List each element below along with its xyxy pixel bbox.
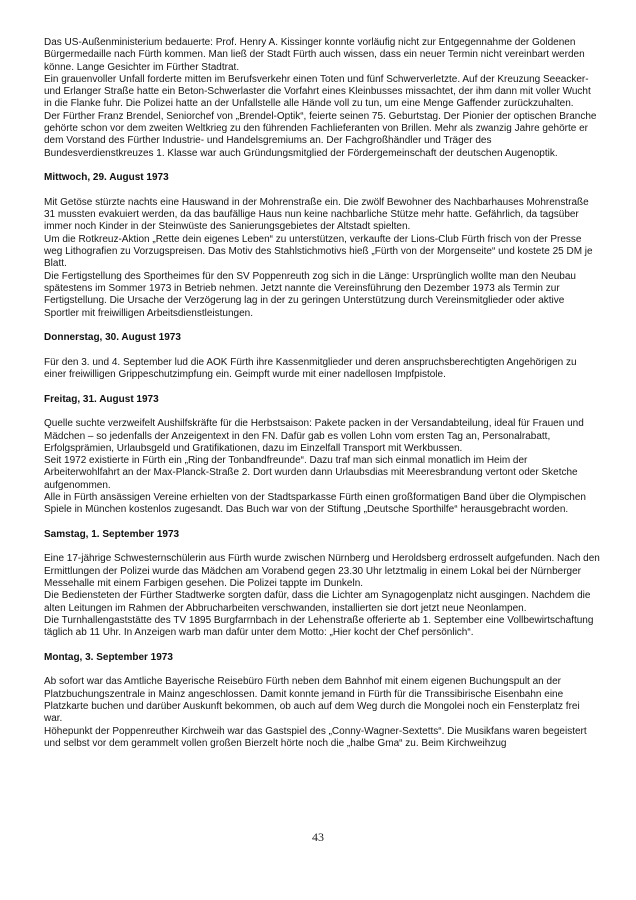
section-heading-aug29: Mittwoch, 29. August 1973 [44, 172, 169, 184]
paragraph-sportheim: Die Fertigstellung des Sportheimes für den SV Poppenreuth zog sich in die Länge: Ursprünglich wollte man den Neubau spätestens im Sommer 1973 in Betrieb nehmen. Jetzt nannte die Vereinsführung den Dezember 1973 als Termin zur Fertigstellung. Die Ursache der Verzögerung lag in der zu geringen Unterstützung durch Vereinsmitglieder oder aktive Sportler mit freiwilligen Arbeitsdienstleistungen. [44, 270, 576, 319]
paragraph-stadtsparkasse: Alle in Fürth ansässigen Vereine erhielten von der Stadtsparkasse Fürth einen großformatigen Band über die Olympischen Spiele in München kostenlos zugesandt. Das Buch war von der Stiftung „Deutsche Sporthilfe“ herausgebracht worden. [44, 491, 586, 516]
section-heading-aug31: Freitag, 31. August 1973 [44, 393, 159, 405]
section-aug31 [44, 394, 600, 517]
chronicle-text-block [44, 37, 600, 750]
section-heading-sep1: Samstag, 1. September 1973 [44, 528, 180, 540]
paragraph-brendel: Der Fürther Franz Brendel, Seniorchef von „Brendel-Optik“, feierte seinen 75. Geburtstag. Der Pionier der optischen Branche gehörte schon vor dem zweiten Weltkrieg zu den führenden Fachlieferanten von Brillen. Mehr als zwanzig Jahre gehörte er dem Vorstand des Fürther Industrie- und Handelsgremiums an. Der Fachgroßhändler und Träger des Bundesverdienstkreuzes 1. Klasse war auch Gründungsmitglied der Fördergemeinschaft der deutschen Augenoptik. [44, 110, 597, 159]
section-aug29 [44, 172, 600, 320]
paragraph-reisebuero: Ab sofort war das Amtliche Bayerische Reisebüro Fürth neben dem Bahnhof mit einem eigenen Buchungspult an der Platzbuchungszentrale in Mainz angeschlossen. Damit konnte jemand in Fürth für die Transsibirische Eisenbahn eine Platzkarte buchen und darüber Auskunft bekommen, ob auch auf dem Weg durch die Mongolei noch ein Fensterplatz frei war. [44, 676, 580, 725]
paragraph-aok: Für den 3. und 4. September lud die AOK Fürth ihre Kassenmitglieder und deren anspruchsberechtigten Angehörigen zu einer freiwilligen Grippeschutzimpfung ein. Geimpft wurde mit einer nadellosen Impfpistole. [44, 356, 577, 381]
paragraph-rotkreuz: Um die Rotkreuz-Aktion „Rette dein eigenes Leben“ zu unterstützen, verkaufte der Lions-Club Fürth frisch von der Presse weg Lithografien zu Vorzugspreisen. Das Motiv des Stahlstichmotivs hieß „Fürth von der Morgenseite“ und kostete 25 DM je Blatt. [44, 233, 593, 270]
paragraph-hauswand: Mit Getöse stürzte nachts eine Hauswand in der Mohrenstraße ein. Die zwölf Bewohner des Nachbarhauses Mohrenstraße 31 mussten evakuiert werden, da das baufällige Haus nun keine nachbarliche Stütze mehr hatte. Gefährlich, da tagsüber immer noch Kinder in der Steinwüste des Sanierungsgebietes der Altstadt spielten. [44, 196, 589, 233]
section-sep1 [44, 529, 600, 640]
section-sep3 [44, 652, 600, 750]
paragraph-stadtwerke: Die Bediensteten der Fürther Stadtwerke sorgten dafür, dass die Lichter am Synagogenplatz nicht ausgingen. Nachdem die alten Leitungen im Rahmen der Abbrucharbeiten verschwanden, installierten sie dort jetzt neue Neonlampen. [44, 590, 591, 614]
paragraph-kissinger: Das US-Außenministerium bedauerte: Prof. Henry A. Kissinger konnte vorläufig nicht zur Entgegennahme der Goldenen Bürgermedaille nach Fürth kommen. Man ließ der Stadt Fürth auch wissen, dass ein neuer Termin nicht vereinbart werden könne. Lange Gesichter im Fürther Stadtrat. [44, 37, 585, 73]
paragraph-schwesternschuelerin: Eine 17-jährige Schwesternschülerin aus Fürth wurde zwischen Nürnberg und Heroldsberg erdrosselt aufgefunden. Nach den Ermittlungen der Polizei wurde das Mädchen am Vorabend gegen 23.30 Uhr letztmalig in einem Lokal bei der Nürnberger Messehalle mit einem Farbigen gesehen. Die Polizei tappte im Dunkeln. [44, 553, 600, 590]
section-intro [44, 37, 600, 160]
section-heading-sep3: Montag, 3. September 1973 [44, 651, 173, 663]
paragraph-kirchweih: Höhepunkt der Poppenreuther Kirchweih war das Gastspiel des „Conny-Wagner-Sextetts“. Die Musikfans waren begeistert und selbst vor dem gerammelt vollen großen Bierzelt hörte noch die „halbe Gma“ zu. Beim Kirchweihzug [44, 725, 587, 749]
page-number: 43 [312, 830, 324, 844]
paragraph-turnhallengaststaette: Die Turnhallengaststätte des TV 1895 Burgfarrnbach in der Lehenstraße offerierte ab 1. September eine Vollbewirtschaftung täglich ab 11 Uhr. In Anzeigen warb man dafür unter dem Motto: „Hier kocht der Chef persönlich“. [44, 614, 594, 639]
section-aug30 [44, 332, 600, 381]
paragraph-unfall: Ein grauenvoller Unfall forderte mitten im Berufsverkehr einen Toten und fünf Schwerverletzte. Auf der Kreuzung Seeacker- und Erlanger Straße hatte ein Beton-Schwerlaster die Vorfahrt eines Kleinbusses missachtet, der ihm dann mit voller Wucht in die Flanke fuhr. Die Polizei hatte an der Unfallstelle alle Hände voll zu tun, um eine Menge Gaffender zurückzuhalten. [44, 73, 591, 110]
paragraph-tonbandfreunde: Seit 1972 existierte in Fürth ein „Ring der Tonbandfreunde“. Dazu traf man sich einmal monatlich im Heim der Arbeiterwohlfahrt an der Max-Planck-Straße 2. Dort wurden dann Urlaubsdias mit Meeresbrandung vertont oder Sketche aufgenommen. [44, 455, 578, 491]
paragraph-quelle: Quelle suchte verzweifelt Aushilfskräfte für die Herbstsaison: Pakete packen in der Versandabteilung, ideal für Frauen und Mädchen – so jedenfalls der Anzeigentext in den FN. Dafür gab es vollen Lohn vom ersten Tag an, Personalrabatt, Erfolgsprämien, Urlaubsgeld und Gratifikationen, dazu im Einzelfall Transport mit Werkbussen. [44, 418, 584, 454]
section-heading-aug30: Donnerstag, 30. August 1973 [44, 332, 181, 344]
